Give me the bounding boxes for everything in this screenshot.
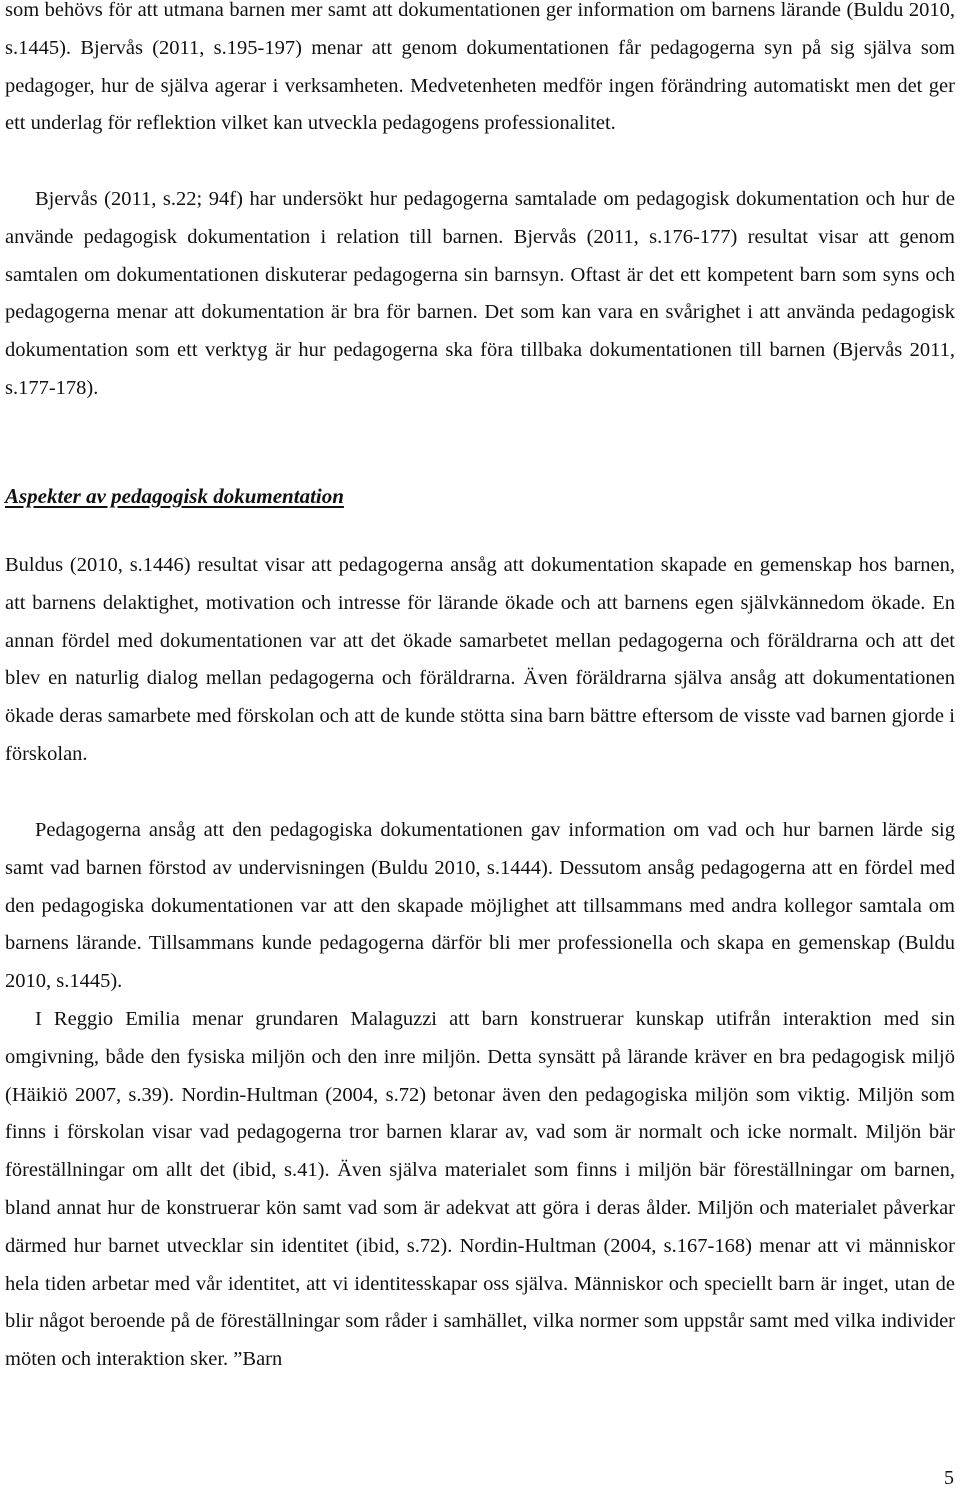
paragraph-1: som behövs för att utmana barnen mer samt att dokumentationen ger information om barnens lärande (Buldu 2010, s.1445). Bjervås (2011, s.195-197) menar att genom dokumentationen får pedagogerna syn på sig själva som pedagoger, hur de själva agerar i verksamheten. Medvetenheten medför ingen förändring automatiskt men det ger ett underlag för reflektion vilket kan utveckla pedagogens professionalitet. [5, 0, 955, 135]
paragraph-2: Bjervås (2011, s.22; 94f) har undersökt hur pedagogerna samtalade om pedagogisk dokumentation och hur de använde pedagogisk dokumentation i relation till barnen. Bjervås (2011, s.176-177) resultat visar att genom samtalen om dokumentationen diskuterar pedagogerna sin barnsyn. Oftast är det ett kompetent barn som syns och pedagogerna menar att dokumentation är bra för barnen. Det som kan vara en svårighet i att använda pedagogisk dokumentation som ett verktyg är hur pedagogerna ska föra tillbaka dokumentationen till barnen (Bjervås 2011, s.177-178). [5, 188, 955, 399]
section-heading: Aspekter av pedagogisk dokumentation [5, 484, 344, 508]
paragraph-5: I Reggio Emilia menar grundaren Malaguzzi att barn konstruerar kunskap utifrån interaktion med sin omgivning, både den fysiska miljön och den inre miljön. Detta synsätt på lärande kräver en bra pedagogisk miljö (Häikiö 2007, s.39). Nordin-Hultman (2004, s.72) betonar även den pedagogiska miljön som viktig. Miljön som finns i förskolan visar vad pedagogerna tror barnen klarar av, vad som är normalt och icke normalt. Miljön bär föreställningar om allt det (ibid, s.41). Även själva materialet som finns i miljön bär föreställningar om barnen, bland annat hur de konstruerar kön samt vad som är adekvat att göra i deras ålder. Miljön och materialet påverkar därmed hur barnet utvecklar sin identitet (ibid, s.72). Nordin-Hultman (2004, s.167-168) menar att vi människor hela tiden arbetar med vår identitet, att vi identitesskapar oss själva. Människor och speciellt barn är inget, utan de blir något beroende på de föreställningar som råder i samhället, vilka normer som uppstår samt med vilka individer möten och interaktion sker. ”Barn [5, 1008, 955, 1371]
paragraph-4: Pedagogerna ansåg att den pedagogiska dokumentationen gav information om vad och hur barnen lärde sig samt vad barnen förstod av undervisningen (Buldu 2010, s.1444). Dessutom ansåg pedagogerna att en fördel med den pedagogiska dokumentationen var att den skapade möjlighet att tillsammans med andra kollegor samtala om barnens lärande. Tillsammans kunde pedagogerna därför bli mer professionella och skapa en gemenskap (Buldu 2010, s.1445). [5, 819, 955, 993]
paragraph-3: Buldus (2010, s.1446) resultat visar att pedagogerna ansåg att dokumentation skapade en gemenskap hos barnen, att barnens delaktighet, motivation och intresse för lärande ökade och att barnens egen självkännedom ökade. En annan fördel med dokumentationen var att det ökade samarbetet mellan pedagogerna och föräldrarna och att det blev en naturlig dialog mellan pedagogerna och föräldrarna. Även föräldrarna själva ansåg att dokumentationen ökade deras samarbete med förskolan och att de kunde stötta sina barn bättre eftersom de visste vad barnen gjorde i förskolan. [5, 554, 955, 765]
page-number: 5 [944, 1467, 954, 1489]
